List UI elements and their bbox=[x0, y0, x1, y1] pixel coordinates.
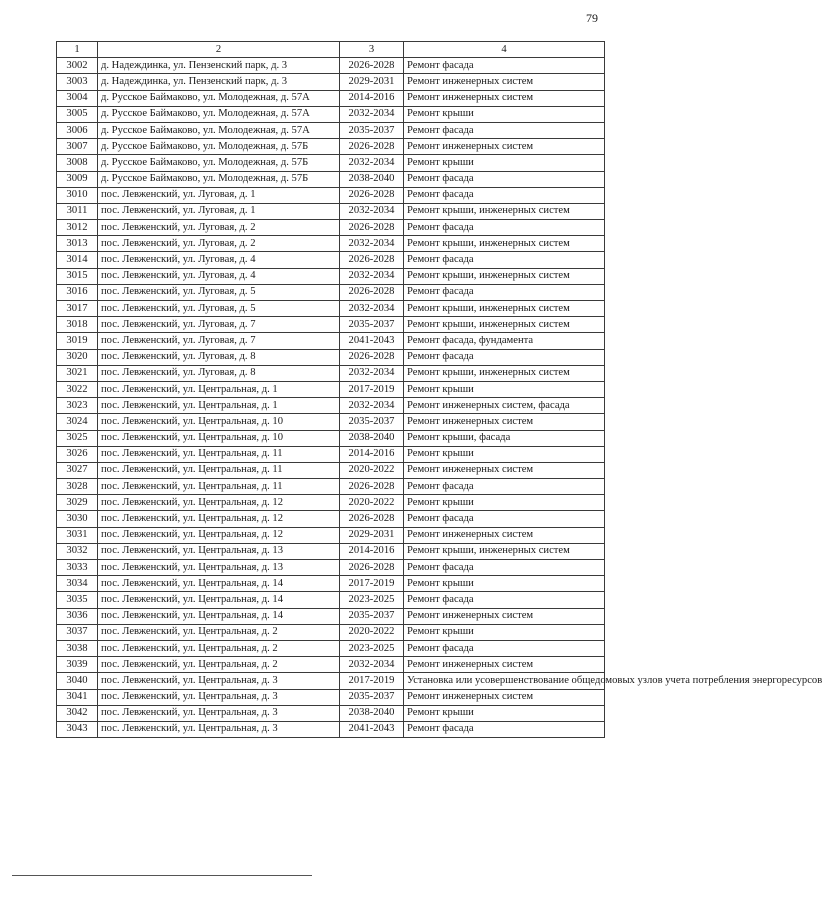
row-number-cell: 3006 bbox=[57, 122, 98, 138]
table-row bbox=[57, 414, 605, 430]
work-type-cell: Ремонт фасада bbox=[404, 479, 605, 495]
period-cell: 2017-2019 bbox=[340, 381, 404, 397]
address-cell: пос. Левженский, ул. Луговая, д. 7 bbox=[98, 333, 340, 349]
address-cell: д. Надеждинка, ул. Пензенский парк, д. 3 bbox=[98, 58, 340, 74]
address-cell: пос. Левженский, ул. Центральная, д. 11 bbox=[98, 462, 340, 478]
address-cell: пос. Левженский, ул. Центральная, д. 14 bbox=[98, 592, 340, 608]
row-number-cell: 3035 bbox=[57, 592, 98, 608]
period-cell: 2041-2043 bbox=[340, 721, 404, 737]
row-number-cell: 3005 bbox=[57, 106, 98, 122]
work-type-cell: Ремонт фасада bbox=[404, 592, 605, 608]
period-cell: 2026-2028 bbox=[340, 58, 404, 74]
period-cell: 2032-2034 bbox=[340, 236, 404, 252]
work-type-cell: Ремонт крыши bbox=[404, 106, 605, 122]
address-cell: пос. Левженский, ул. Центральная, д. 1 bbox=[98, 398, 340, 414]
work-type-cell: Ремонт крыши, инженерных систем bbox=[404, 317, 605, 333]
period-cell: 2032-2034 bbox=[340, 365, 404, 381]
period-cell: 2014-2016 bbox=[340, 446, 404, 462]
period-cell: 2032-2034 bbox=[340, 398, 404, 414]
work-type-cell: Ремонт крыши, инженерных систем bbox=[404, 365, 605, 381]
table-row bbox=[57, 74, 605, 90]
work-type-cell: Ремонт фасада bbox=[404, 58, 605, 74]
address-cell: пос. Левженский, ул. Луговая, д. 1 bbox=[98, 187, 340, 203]
table-row bbox=[57, 624, 605, 640]
table-row bbox=[57, 592, 605, 608]
row-number-cell: 3012 bbox=[57, 220, 98, 236]
row-number-cell: 3009 bbox=[57, 171, 98, 187]
table-row bbox=[57, 220, 605, 236]
table-row bbox=[57, 317, 605, 333]
address-cell: д. Русское Баймаково, ул. Молодежная, д. 57А bbox=[98, 106, 340, 122]
row-number-cell: 3033 bbox=[57, 560, 98, 576]
row-number-cell: 3008 bbox=[57, 155, 98, 171]
work-type-cell: Ремонт инженерных систем bbox=[404, 689, 605, 705]
address-cell: д. Русское Баймаково, ул. Молодежная, д. 57Б bbox=[98, 171, 340, 187]
period-cell: 2014-2016 bbox=[340, 543, 404, 559]
address-cell: пос. Левженский, ул. Центральная, д. 14 bbox=[98, 576, 340, 592]
row-number-cell: 3019 bbox=[57, 333, 98, 349]
address-cell: пос. Левженский, ул. Луговая, д. 1 bbox=[98, 203, 340, 219]
work-type-cell: Ремонт фасада bbox=[404, 560, 605, 576]
table-row bbox=[57, 365, 605, 381]
address-cell: пос. Левженский, ул. Центральная, д. 14 bbox=[98, 608, 340, 624]
footnote-divider bbox=[12, 875, 312, 876]
address-cell: пос. Левженский, ул. Центральная, д. 13 bbox=[98, 543, 340, 559]
address-cell: пос. Левженский, ул. Центральная, д. 10 bbox=[98, 430, 340, 446]
table-row bbox=[57, 430, 605, 446]
row-number-cell: 3022 bbox=[57, 381, 98, 397]
period-cell: 2026-2028 bbox=[340, 349, 404, 365]
table-row bbox=[57, 171, 605, 187]
row-number-cell: 3042 bbox=[57, 705, 98, 721]
row-number-cell: 3013 bbox=[57, 236, 98, 252]
row-number-cell: 3038 bbox=[57, 640, 98, 656]
row-number-cell: 3036 bbox=[57, 608, 98, 624]
work-type-cell: Ремонт инженерных систем bbox=[404, 527, 605, 543]
row-number-cell: 3015 bbox=[57, 268, 98, 284]
column-header: 1 bbox=[57, 42, 98, 58]
address-cell: пос. Левженский, ул. Центральная, д. 3 bbox=[98, 721, 340, 737]
row-number-cell: 3020 bbox=[57, 349, 98, 365]
work-type-cell: Ремонт фасада bbox=[404, 171, 605, 187]
address-cell: пос. Левженский, ул. Центральная, д. 1 bbox=[98, 381, 340, 397]
row-number-cell: 3011 bbox=[57, 203, 98, 219]
table-row bbox=[57, 122, 605, 138]
period-cell: 2014-2016 bbox=[340, 90, 404, 106]
work-type-cell: Ремонт инженерных систем bbox=[404, 414, 605, 430]
table-row bbox=[57, 721, 605, 737]
period-cell: 2038-2040 bbox=[340, 171, 404, 187]
work-type-cell: Ремонт фасада bbox=[404, 252, 605, 268]
table-row bbox=[57, 576, 605, 592]
address-cell: пос. Левженский, ул. Центральная, д. 12 bbox=[98, 495, 340, 511]
period-cell: 2032-2034 bbox=[340, 203, 404, 219]
address-cell: пос. Левженский, ул. Луговая, д. 5 bbox=[98, 284, 340, 300]
table-row bbox=[57, 284, 605, 300]
work-type-cell: Ремонт инженерных систем bbox=[404, 139, 605, 155]
table-body bbox=[57, 58, 822, 738]
work-type-cell: Ремонт крыши bbox=[404, 446, 605, 462]
address-cell: д. Русское Баймаково, ул. Молодежная, д. 57А bbox=[98, 90, 340, 106]
row-number-cell: 3041 bbox=[57, 689, 98, 705]
column-header: 4 bbox=[404, 42, 605, 58]
period-cell: 2032-2034 bbox=[340, 106, 404, 122]
table-row bbox=[57, 252, 605, 268]
address-cell: пос. Левженский, ул. Центральная, д. 3 bbox=[98, 673, 340, 689]
repair-schedule-table bbox=[56, 41, 822, 738]
work-type-cell: Ремонт инженерных систем, фасада bbox=[404, 398, 605, 414]
table-row bbox=[57, 511, 605, 527]
period-cell: 2026-2028 bbox=[340, 479, 404, 495]
work-type-cell: Ремонт фасада, фундамента bbox=[404, 333, 605, 349]
work-type-cell: Ремонт фасада bbox=[404, 220, 605, 236]
table-row bbox=[57, 236, 605, 252]
period-cell: 2026-2028 bbox=[340, 284, 404, 300]
address-cell: пос. Левженский, ул. Луговая, д. 2 bbox=[98, 236, 340, 252]
row-number-cell: 3010 bbox=[57, 187, 98, 203]
row-number-cell: 3032 bbox=[57, 543, 98, 559]
work-type-cell: Ремонт крыши bbox=[404, 705, 605, 721]
address-cell: пос. Левженский, ул. Центральная, д. 2 bbox=[98, 640, 340, 656]
table-row bbox=[57, 689, 605, 705]
row-number-cell: 3024 bbox=[57, 414, 98, 430]
period-cell: 2017-2019 bbox=[340, 576, 404, 592]
period-cell: 2032-2034 bbox=[340, 657, 404, 673]
column-header: 3 bbox=[340, 42, 404, 58]
row-number-cell: 3018 bbox=[57, 317, 98, 333]
page-number: 79 bbox=[586, 11, 598, 25]
work-type-cell: Ремонт инженерных систем bbox=[404, 462, 605, 478]
table-row bbox=[57, 479, 605, 495]
period-cell: 2038-2040 bbox=[340, 430, 404, 446]
table-row bbox=[57, 203, 605, 219]
row-number-cell: 3014 bbox=[57, 252, 98, 268]
row-number-cell: 3025 bbox=[57, 430, 98, 446]
address-cell: пос. Левженский, ул. Луговая, д. 8 bbox=[98, 349, 340, 365]
address-cell: пос. Левженский, ул. Центральная, д. 13 bbox=[98, 560, 340, 576]
period-cell: 2032-2034 bbox=[340, 268, 404, 284]
table-row bbox=[57, 139, 605, 155]
period-cell: 2035-2037 bbox=[340, 608, 404, 624]
row-number-cell: 3021 bbox=[57, 365, 98, 381]
address-cell: пос. Левженский, ул. Луговая, д. 2 bbox=[98, 220, 340, 236]
row-number-cell: 3043 bbox=[57, 721, 98, 737]
period-cell: 2026-2028 bbox=[340, 220, 404, 236]
table-row bbox=[57, 58, 605, 74]
address-cell: пос. Левженский, ул. Луговая, д. 8 bbox=[98, 365, 340, 381]
row-number-cell: 3017 bbox=[57, 301, 98, 317]
address-cell: д. Надеждинка, ул. Пензенский парк, д. 3 bbox=[98, 74, 340, 90]
row-number-cell: 3031 bbox=[57, 527, 98, 543]
period-cell: 2026-2028 bbox=[340, 511, 404, 527]
work-type-cell: Ремонт фасада bbox=[404, 349, 605, 365]
period-cell: 2023-2025 bbox=[340, 592, 404, 608]
period-cell: 2029-2031 bbox=[340, 527, 404, 543]
period-cell: 2038-2040 bbox=[340, 705, 404, 721]
row-number-cell: 3003 bbox=[57, 74, 98, 90]
address-cell: пос. Левженский, ул. Луговая, д. 7 bbox=[98, 317, 340, 333]
work-type-cell: Ремонт крыши, инженерных систем bbox=[404, 203, 605, 219]
row-number-cell: 3023 bbox=[57, 398, 98, 414]
row-number-cell: 3039 bbox=[57, 657, 98, 673]
work-type-cell: Ремонт крыши bbox=[404, 576, 605, 592]
period-cell: 2020-2022 bbox=[340, 462, 404, 478]
table-header-row bbox=[57, 42, 605, 58]
table-row bbox=[57, 349, 605, 365]
work-type-cell: Ремонт инженерных систем bbox=[404, 74, 605, 90]
row-number-cell: 3002 bbox=[57, 58, 98, 74]
address-cell: пос. Левженский, ул. Центральная, д. 3 bbox=[98, 705, 340, 721]
table-row bbox=[57, 90, 605, 106]
row-number-cell: 3040 bbox=[57, 673, 98, 689]
period-cell: 2017-2019 bbox=[340, 673, 404, 689]
address-cell: пос. Левженский, ул. Центральная, д. 12 bbox=[98, 527, 340, 543]
address-cell: д. Русское Баймаково, ул. Молодежная, д. 57Б bbox=[98, 139, 340, 155]
table-row bbox=[57, 381, 605, 397]
table-row bbox=[57, 608, 605, 624]
period-cell: 2026-2028 bbox=[340, 560, 404, 576]
period-cell: 2035-2037 bbox=[340, 689, 404, 705]
work-type-cell: Ремонт фасада bbox=[404, 187, 605, 203]
address-cell: д. Русское Баймаково, ул. Молодежная, д. 57А bbox=[98, 122, 340, 138]
row-number-cell: 3030 bbox=[57, 511, 98, 527]
table-row bbox=[57, 527, 605, 543]
work-type-cell: Ремонт инженерных систем bbox=[404, 608, 605, 624]
address-cell: пос. Левженский, ул. Центральная, д. 2 bbox=[98, 624, 340, 640]
address-cell: пос. Левженский, ул. Центральная, д. 2 bbox=[98, 657, 340, 673]
row-number-cell: 3029 bbox=[57, 495, 98, 511]
work-type-cell: Ремонт фасада bbox=[404, 284, 605, 300]
address-cell: пос. Левженский, ул. Луговая, д. 4 bbox=[98, 268, 340, 284]
work-type-cell: Ремонт крыши, инженерных систем bbox=[404, 268, 605, 284]
address-cell: пос. Левженский, ул. Луговая, д. 4 bbox=[98, 252, 340, 268]
row-number-cell: 3037 bbox=[57, 624, 98, 640]
work-type-cell: Ремонт крыши bbox=[404, 495, 605, 511]
period-cell: 2032-2034 bbox=[340, 155, 404, 171]
table-row bbox=[57, 705, 605, 721]
address-cell: пос. Левженский, ул. Центральная, д. 10 bbox=[98, 414, 340, 430]
address-cell: д. Русское Баймаково, ул. Молодежная, д. 57Б bbox=[98, 155, 340, 171]
period-cell: 2029-2031 bbox=[340, 74, 404, 90]
table-row bbox=[57, 106, 605, 122]
period-cell: 2020-2022 bbox=[340, 495, 404, 511]
work-type-cell: Ремонт крыши, инженерных систем bbox=[404, 543, 605, 559]
period-cell: 2032-2034 bbox=[340, 301, 404, 317]
work-type-cell: Ремонт инженерных систем bbox=[404, 90, 605, 106]
address-cell: пос. Левженский, ул. Центральная, д. 3 bbox=[98, 689, 340, 705]
work-type-cell: Ремонт крыши bbox=[404, 624, 605, 640]
work-type-cell: Ремонт фасада bbox=[404, 640, 605, 656]
period-cell: 2026-2028 bbox=[340, 139, 404, 155]
work-type-cell: Ремонт крыши, инженерных систем bbox=[404, 236, 605, 252]
row-number-cell: 3026 bbox=[57, 446, 98, 462]
row-number-cell: 3027 bbox=[57, 462, 98, 478]
work-type-cell: Ремонт крыши, фасада bbox=[404, 430, 605, 446]
period-cell: 2026-2028 bbox=[340, 187, 404, 203]
work-type-cell: Ремонт крыши, инженерных систем bbox=[404, 301, 605, 317]
address-cell: пос. Левженский, ул. Центральная, д. 12 bbox=[98, 511, 340, 527]
period-cell: 2026-2028 bbox=[340, 252, 404, 268]
period-cell: 2035-2037 bbox=[340, 414, 404, 430]
table-row bbox=[57, 446, 605, 462]
row-number-cell: 3004 bbox=[57, 90, 98, 106]
period-cell: 2020-2022 bbox=[340, 624, 404, 640]
work-type-cell: Ремонт инженерных систем bbox=[404, 657, 605, 673]
table-row bbox=[57, 155, 605, 171]
work-type-cell: Установка или усовершенствование общедомовых узлов учета потребления энергоресурсов bbox=[404, 673, 605, 689]
address-cell: пос. Левженский, ул. Луговая, д. 5 bbox=[98, 301, 340, 317]
table-row bbox=[57, 657, 605, 673]
period-cell: 2041-2043 bbox=[340, 333, 404, 349]
address-cell: пос. Левженский, ул. Центральная, д. 11 bbox=[98, 446, 340, 462]
row-number-cell: 3007 bbox=[57, 139, 98, 155]
row-number-cell: 3028 bbox=[57, 479, 98, 495]
column-header: 2 bbox=[98, 42, 340, 58]
table-row bbox=[57, 187, 605, 203]
work-type-cell: Ремонт крыши bbox=[404, 381, 605, 397]
row-number-cell: 3034 bbox=[57, 576, 98, 592]
table-row bbox=[57, 543, 605, 559]
table-row bbox=[57, 268, 605, 284]
table-row bbox=[57, 398, 605, 414]
period-cell: 2035-2037 bbox=[340, 317, 404, 333]
row-number-cell: 3016 bbox=[57, 284, 98, 300]
work-type-cell: Ремонт фасада bbox=[404, 511, 605, 527]
table-row bbox=[57, 673, 605, 689]
period-cell: 2035-2037 bbox=[340, 122, 404, 138]
table-row bbox=[57, 640, 605, 656]
table-row bbox=[57, 333, 605, 349]
table-row bbox=[57, 495, 605, 511]
work-type-cell: Ремонт фасада bbox=[404, 721, 605, 737]
work-type-cell: Ремонт крыши bbox=[404, 155, 605, 171]
table-row bbox=[57, 301, 605, 317]
table-row bbox=[57, 560, 605, 576]
table-row bbox=[57, 462, 605, 478]
work-type-cell: Ремонт фасада bbox=[404, 122, 605, 138]
period-cell: 2023-2025 bbox=[340, 640, 404, 656]
address-cell: пос. Левженский, ул. Центральная, д. 11 bbox=[98, 479, 340, 495]
